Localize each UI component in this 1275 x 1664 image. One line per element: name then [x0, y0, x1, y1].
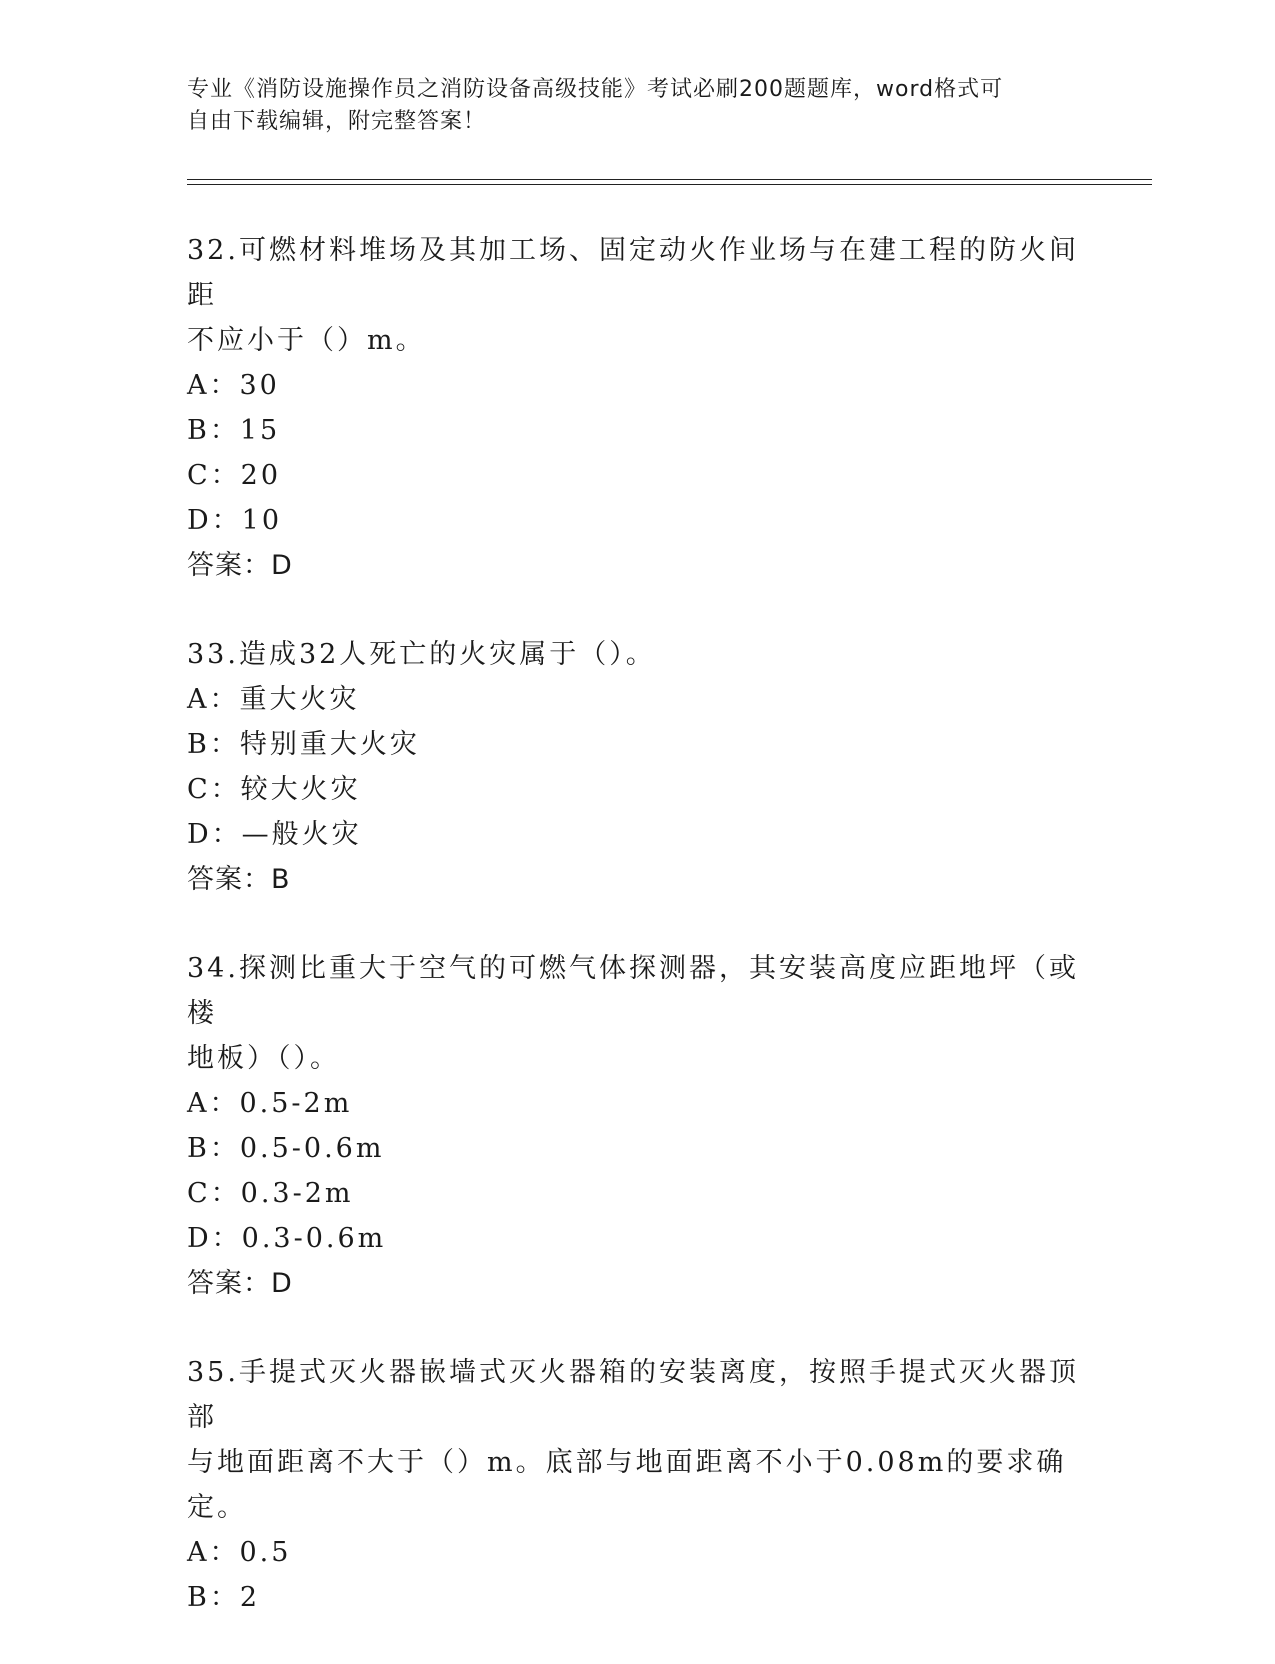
option-a: A：0.5-2m: [187, 1088, 353, 1119]
option-c: C：0.3-2m: [187, 1178, 354, 1209]
answer-line: 答案：B: [187, 864, 291, 895]
question-stem: [187, 632, 1087, 677]
answer-line: 答案：D: [187, 1268, 293, 1299]
header-divider-bottom: [187, 184, 1152, 185]
question-32: [187, 228, 1087, 588]
question-stem: [187, 228, 1087, 363]
option-a: A：0.5: [187, 1537, 292, 1568]
question-35: [187, 1350, 1087, 1620]
question-stem-line-2: 与地面距离不大于（）m。底部与地面距离不小于0.08m的要求确定。: [187, 1447, 1067, 1523]
option-c: C：20: [187, 460, 282, 491]
answer-line: 答案：D: [187, 550, 293, 581]
question-stem-line-1: 32.可燃材料堆场及其加工场、固定动火作业场与在建工程的防火间距: [187, 235, 1079, 311]
question-34: [187, 946, 1087, 1306]
option-a: A：30: [187, 370, 280, 401]
option-b: B：2: [187, 1582, 261, 1613]
document-header: [187, 74, 1067, 138]
option-a: A：重大火灾: [187, 684, 360, 715]
header-line-1: 专业《消防设施操作员之消防设备高级技能》考试必刷200题题库，word格式可: [187, 77, 1004, 102]
question-stem-line-1: 35.手提式灭火器嵌墙式灭火器箱的安装离度，按照手提式灭火器顶部: [187, 1357, 1079, 1433]
question-list: [187, 228, 1087, 1664]
question-stem: [187, 946, 1087, 1081]
question-33: [187, 632, 1087, 902]
question-stem: [187, 1350, 1087, 1530]
option-b: B：特别重大火灾: [187, 729, 420, 760]
option-d: D：10: [187, 505, 283, 536]
option-d: D：—般火灾: [187, 819, 362, 850]
header-line-2: 自由下载编辑，附完整答案！: [187, 109, 487, 134]
question-stem-line-2: 不应小于（）m。: [187, 325, 426, 356]
option-d: D：0.3-0.6m: [187, 1223, 387, 1254]
header-divider-top: [187, 179, 1152, 180]
question-stem-line-1: 34.探测比重大于空气的可燃气体探测器，其安装高度应距地坪（或楼: [187, 953, 1079, 1029]
option-b: B：15: [187, 415, 281, 446]
question-stem-line-1: 33.造成32人死亡的火灾属于（）。: [187, 639, 656, 670]
question-stem-line-2: 地板）（）。: [187, 1043, 340, 1074]
option-b: B：0.5-0.6m: [187, 1133, 385, 1164]
option-c: C：较大火灾: [187, 774, 361, 805]
